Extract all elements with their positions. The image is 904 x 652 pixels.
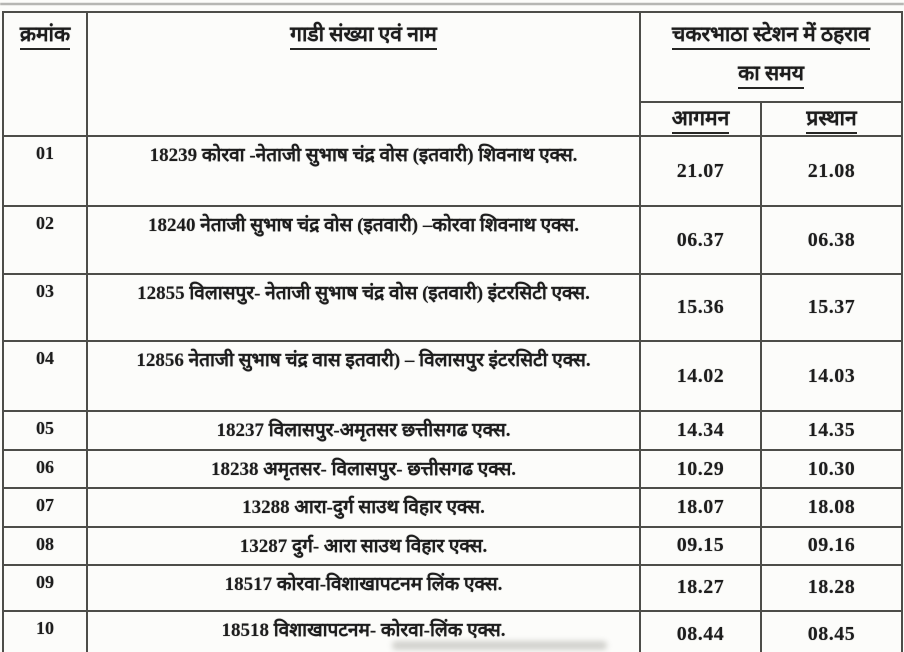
scan-line-artifact: [0, 3, 904, 5]
train-name-cell: 13288 आरा-दुर्ग साउथ विहार एक्स.: [87, 488, 640, 526]
arrival-time-cell: 09.15: [640, 527, 761, 565]
scan-smudge-artifact: [392, 641, 607, 650]
table-row: [3, 274, 902, 341]
serial-cell: 10: [3, 611, 87, 652]
header-arrival-label: आगमन: [672, 106, 730, 134]
serial-cell: 04: [3, 341, 87, 411]
departure-time-cell: 14.03: [761, 341, 902, 411]
arrival-time-cell: 14.02: [640, 341, 761, 411]
table-row: [3, 450, 902, 488]
table-row: [3, 136, 902, 206]
departure-time-cell: 14.35: [761, 411, 902, 449]
train-name-cell: 18238 अमृतसर- विलासपुर- छत्तीसगढ एक्स.: [87, 450, 640, 488]
train-name-cell: 18517 कोरवा-विशाखापटनम लिंक एक्स.: [87, 565, 640, 611]
arrival-time-cell: 15.36: [640, 274, 761, 341]
table-row: [3, 565, 902, 611]
header-serial-label: क्रमांक: [20, 22, 70, 50]
train-name-cell: 18239 कोरवा -नेताजी सुभाष चंद्र वोस (इतवारी) शिवनाथ एक्स.: [87, 136, 640, 206]
serial-cell: 01: [3, 136, 87, 206]
train-name-cell: 18240 नेताजी सुभाष चंद्र वोस (इतवारी) –कोरवा शिवनाथ एक्स.: [87, 206, 640, 274]
header-arrival: [640, 102, 761, 136]
header-stop-line2: का समय: [642, 61, 900, 89]
serial-cell: 06: [3, 450, 87, 488]
header-train-label: गाडी संख्या एवं नाम: [290, 22, 437, 50]
header-train: [87, 12, 640, 136]
arrival-time-cell: 18.07: [640, 488, 761, 526]
header-departure-label: प्रस्थान: [806, 106, 856, 134]
arrival-time-cell: 08.44: [640, 611, 761, 652]
serial-cell: 07: [3, 488, 87, 526]
serial-cell: 05: [3, 411, 87, 449]
header-departure: [761, 102, 902, 136]
arrival-time-cell: 06.37: [640, 206, 761, 274]
header-row-main: [3, 12, 902, 102]
serial-cell: 09: [3, 565, 87, 611]
train-name-cell: 18237 विलासपुर-अमृतसर छत्तीसगढ एक्स.: [87, 411, 640, 449]
train-name-cell: 13287 दुर्ग- आरा साउथ विहार एक्स.: [87, 527, 640, 565]
arrival-time-cell: 21.07: [640, 136, 761, 206]
departure-time-cell: 09.16: [761, 527, 902, 565]
departure-time-cell: 10.30: [761, 450, 902, 488]
departure-time-cell: 21.08: [761, 136, 902, 206]
arrival-time-cell: 10.29: [640, 450, 761, 488]
header-serial: [3, 12, 87, 136]
table-row: [3, 488, 902, 526]
departure-time-cell: 08.45: [761, 611, 902, 652]
departure-time-cell: 15.37: [761, 274, 902, 341]
table-row: [3, 206, 902, 274]
serial-cell: 08: [3, 527, 87, 565]
departure-time-cell: 18.08: [761, 488, 902, 526]
departure-time-cell: 06.38: [761, 206, 902, 274]
serial-cell: 03: [3, 274, 87, 341]
train-name-cell: 12856 नेताजी सुभाष चंद्र वास इतवारी) – विलासपुर इंटरसिटी एक्स.: [87, 341, 640, 411]
train-name-cell: 12855 विलासपुर- नेताजी सुभाष चंद्र वोस (इतवारी) इंटरसिटी एक्स.: [87, 274, 640, 341]
departure-time-cell: 18.28: [761, 565, 902, 611]
serial-cell: 02: [3, 206, 87, 274]
header-stop-line1: चकरभाठा स्टेशन में ठहराव: [642, 22, 900, 50]
header-stop-time: [640, 12, 902, 102]
arrival-time-cell: 14.34: [640, 411, 761, 449]
table-row: [3, 341, 902, 411]
table-row: [3, 527, 902, 565]
table-row: [3, 411, 902, 449]
arrival-time-cell: 18.27: [640, 565, 761, 611]
train-name-cell: 18518 विशाखापटनम- कोरवा-लिंक एक्स.: [87, 611, 640, 652]
train-timetable: [2, 11, 903, 652]
